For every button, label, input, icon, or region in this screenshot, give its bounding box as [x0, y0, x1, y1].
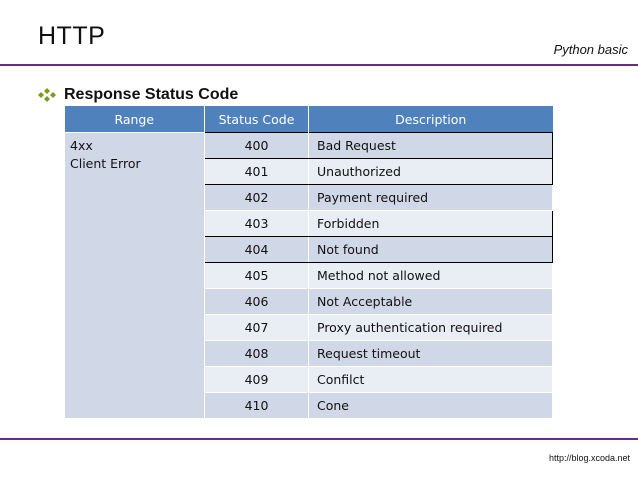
table-row — [65, 133, 553, 159]
top-divider — [0, 64, 638, 66]
status-code-cell: 409 — [205, 367, 309, 393]
description-cell: Method not allowed — [309, 263, 553, 289]
description-cell: Proxy authentication required — [309, 315, 553, 341]
status-code-cell: 404 — [205, 237, 309, 263]
footer-url: http://blog.xcoda.net — [548, 453, 630, 463]
status-code-cell: 402 — [205, 185, 309, 211]
description-cell: Payment required — [309, 185, 553, 211]
range-cell — [65, 133, 205, 419]
status-code-cell: 403 — [205, 211, 309, 237]
status-code-table — [64, 106, 553, 419]
range-description: Client Error — [70, 156, 141, 171]
status-code-cell: 401 — [205, 159, 309, 185]
slide-title: HTTP — [38, 22, 106, 50]
slide-subject: Python basic — [553, 42, 628, 57]
status-code-cell: 405 — [205, 263, 309, 289]
description-cell: Bad Request — [309, 133, 553, 159]
header-status-code: Status Code — [205, 106, 309, 133]
header-range: Range — [65, 106, 205, 133]
status-code-cell: 400 — [205, 133, 309, 159]
description-cell: Not Acceptable — [309, 289, 553, 315]
bottom-divider — [0, 438, 638, 440]
description-cell: Confilct — [309, 367, 553, 393]
status-code-cell: 406 — [205, 289, 309, 315]
description-cell: Not found — [309, 237, 553, 263]
status-code-cell: 410 — [205, 393, 309, 419]
heading-line — [38, 86, 238, 104]
description-cell: Request timeout — [309, 341, 553, 367]
description-cell: Cone — [309, 393, 553, 419]
status-code-cell: 408 — [205, 341, 309, 367]
status-code-cell: 407 — [205, 315, 309, 341]
header-description: Description — [309, 106, 553, 133]
description-cell: Forbidden — [309, 211, 553, 237]
section-heading: Response Status Code — [64, 86, 239, 103]
table-header-row — [65, 106, 553, 133]
range-label: 4xx — [70, 138, 93, 153]
four-diamond-bullet-icon — [38, 88, 56, 102]
description-cell: Unauthorized — [309, 159, 553, 185]
